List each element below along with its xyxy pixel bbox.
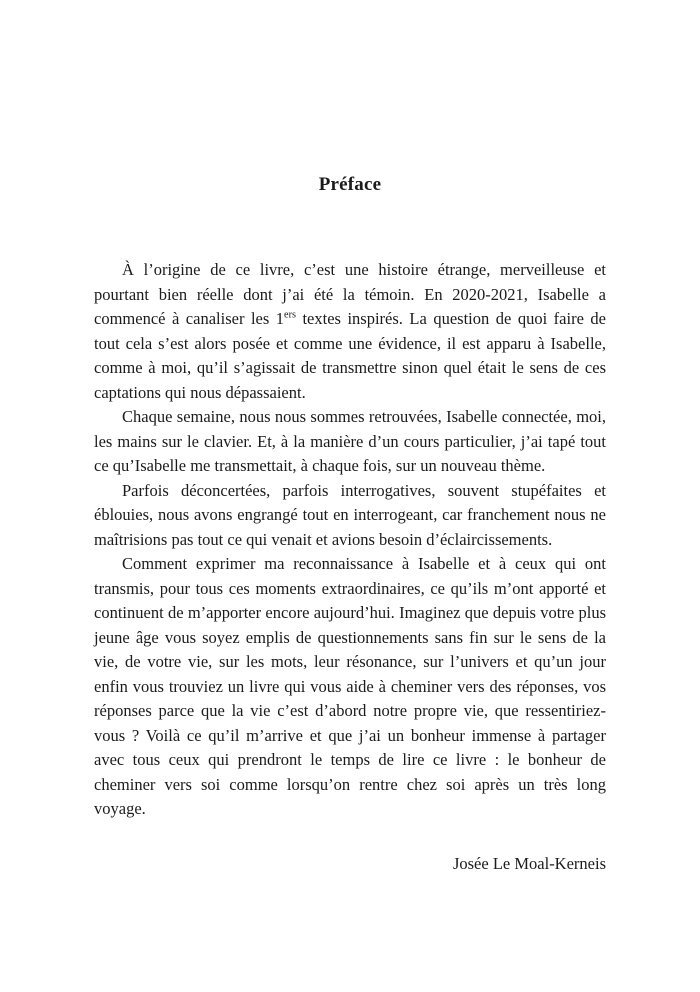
paragraph-text: textes inspirés. La question de quoi faire de tout cela s’est alors posée et comme une évidence, il est apparu à Isabelle, comme à moi, qu’il s’agissait de transmettre sinon quel était le sens de ces captations qui nous dépassaient.: [94, 309, 606, 402]
preface-body: [94, 258, 606, 822]
paragraph: [94, 258, 606, 405]
paragraph: Parfois déconcertées, parfois interrogatives, souvent stupéfaites et éblouies, nous avons engrangé tout en interrogeant, car franchement nous ne maîtrisions pas tout ce qui venait et avions besoin d’éclaircissements.: [94, 480, 606, 549]
author-signature: Josée Le Moal-Kerneis: [452, 853, 606, 873]
paragraph: Comment exprimer ma reconnaissance à Isabelle et à ceux qui ont transmis, pour tous ces moments extraordinaires, ce qu’ils m’ont apporté et continuent de m’apporter encore aujourd’hui. Imaginez que depuis votre plus jeune âge vous soyez emplis de questionnements sans fin sur le sens de la vie, de votre vie, sur les mots, leur résonance, sur l’univers et qu’un jour enfin vous trouviez un livre qui vous aide à cheminer vers des réponses, vos réponses parce que la vie c’est d’abord notre propre vie, que ressentiriez-vous ? Voilà ce qu’il m’arrive et que j’ai un bonheur immense à partager avec tous ceux qui prendront le temps de lire ce livre : le bonheur de cheminer vers soi comme lorsqu’on rentre chez soi après un très long voyage.: [94, 554, 606, 818]
paragraph-text: À l’origine de ce livre, c’est une histoire étrange, merveilleuse et pourtant bien réelle dont j’ai été la témoin. En 2020-2021, Isabelle a commencé à canaliser les 1: [94, 260, 606, 328]
superscript-ordinal: ers: [284, 309, 296, 321]
paragraph: Chaque semaine, nous nous sommes retrouvées, Isabelle connectée, moi, les mains sur le clavier. Et, à la manière d’un cours particulier, j’ai tapé tout ce qu’Isabelle me transmettait, à chaque fois, sur un nouveau thème.: [94, 407, 606, 475]
page-title: Préface: [318, 174, 382, 195]
